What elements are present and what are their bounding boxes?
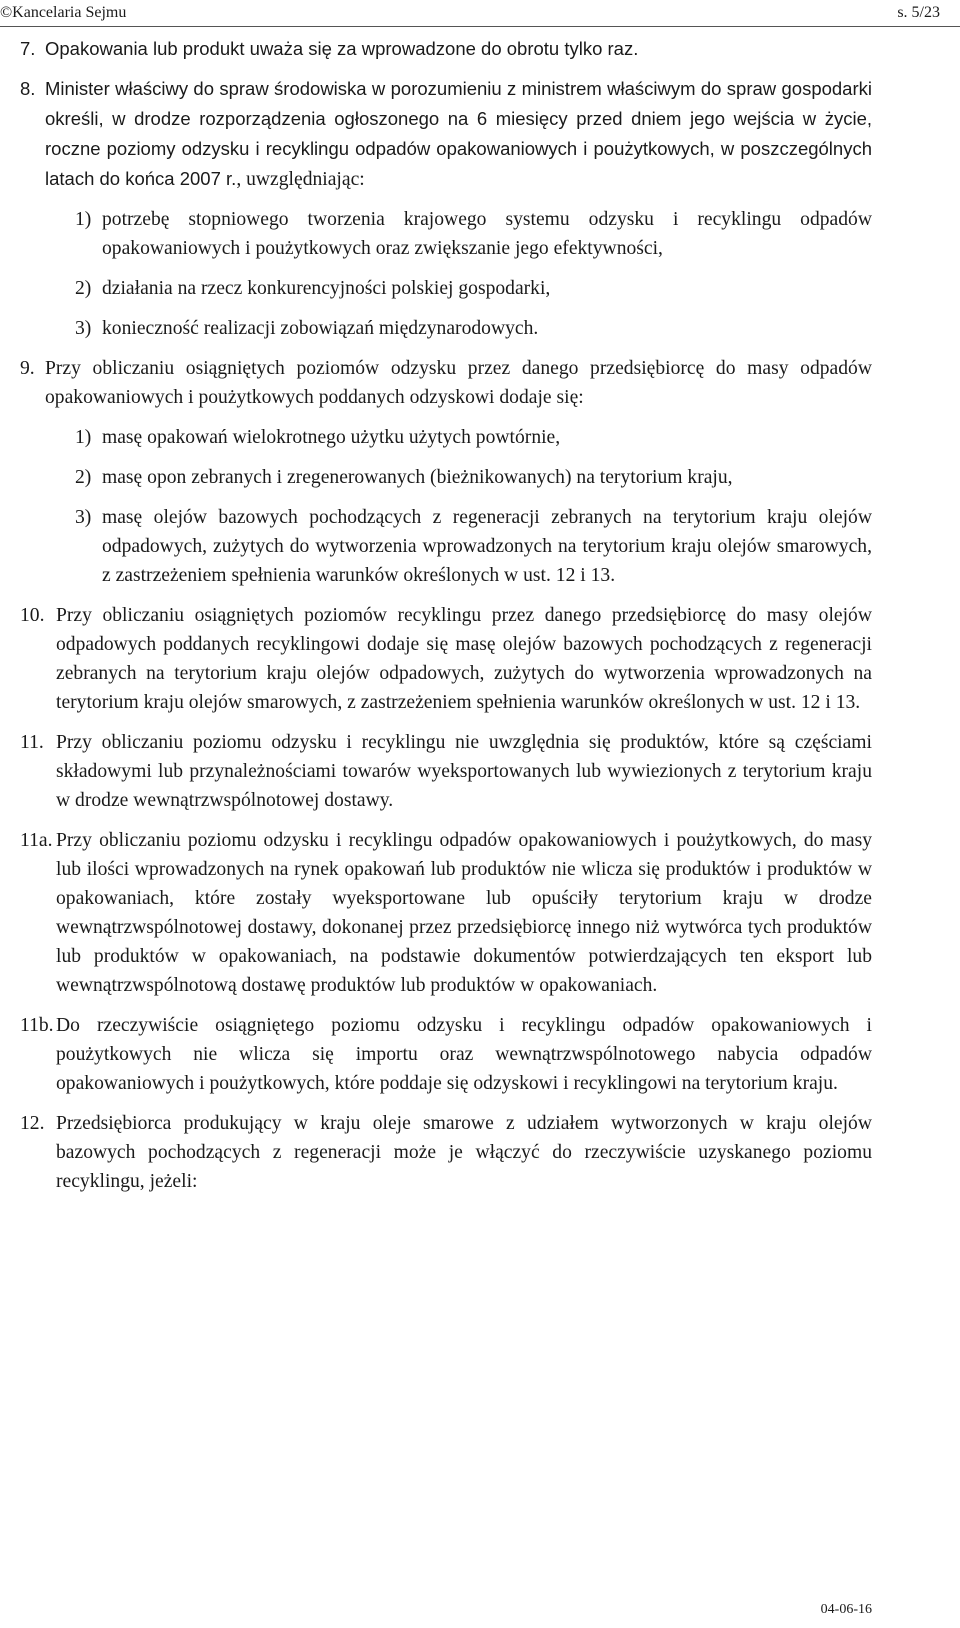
paragraph-number: 7. [20,38,36,59]
paragraph-11a [20,826,872,1000]
header-source: ©Kancelaria Sejmu [0,4,127,21]
paragraph-8 [20,74,872,194]
list-item-number: 1) [75,209,92,230]
footer-date: 04-06-16 [820,1602,872,1617]
paragraph-7 [20,34,872,63]
list-item [75,205,872,263]
header-page-number: s. 5/23 [897,4,940,21]
paragraph-9 [20,354,872,412]
list-item-text: masę olejów bazowych pochodzących z regeneracji zebranych na terytorium kraju olejów odpadowych, zużytych do wytworzenia wprowadzonych na terytorium kraju olejów smarowych, z zastrzeżeniem spełnienia warunków określonych w ust. 12 i 13. [102,507,872,586]
list-item-number: 2) [75,467,92,488]
list-item [75,274,872,303]
document-body [20,34,872,1196]
list-item [75,314,872,343]
paragraph-text: Przy obliczaniu poziomu odzysku i recyklingu nie uwzględnia się produktów, które są częściami składowymi lub przynależnościami towarów wyeksportowanych lub wywiezionych z terytorium kraju w drodze wewnątrzwspólnotowej dostawy. [56,732,872,811]
paragraph-text: Opakowania lub produkt uważa się za wprowadzone do obrotu tylko raz. [45,38,639,59]
paragraph-number: 11a. [20,830,53,851]
paragraph-number: 8. [20,78,36,99]
paragraph-text: Minister właściwy do spraw środowiska w porozumieniu z ministrem właściwym do spraw gospodarki określi, w drodze rozporządzenia ogłoszonego na 6 miesięcy przed dniem jego wejścia w życie, roczne poziomy odzysku i recyklingu odpadów opakowaniowych i poużytkowych, w poszczególnych latach do końca 2007 r. [45,78,872,189]
list-item-number: 2) [75,278,92,299]
paragraph-12 [20,1109,872,1196]
list-item [75,463,872,492]
list-item-text: masę opon zebranych i zregenerowanych (bieżnikowanych) na terytorium kraju, [102,467,733,488]
paragraph-11b [20,1011,872,1098]
paragraph-10 [20,601,872,717]
paragraph-11 [20,728,872,815]
page-header [0,4,960,27]
list-item-number: 3) [75,507,92,528]
list-item-text: konieczność realizacji zobowiązań międzynarodowych. [102,318,539,339]
paragraph-number: 10. [20,605,45,626]
list-item-number: 1) [75,427,92,448]
list-item-text: potrzebę stopniowego tworzenia krajowego systemu odzysku i recyklingu odpadów opakowaniowych i poużytkowych oraz zwiększanie jego efektywności, [102,209,872,259]
paragraph-text: Przedsiębiorca produkujący w kraju oleje smarowe z udziałem wytworzonych w kraju olejów bazowych pochodzących z regeneracji może je włączyć do rzeczywiście uzyskanego poziomu recyklingu, jeżeli: [56,1113,872,1192]
list-item [75,503,872,590]
list-item [75,423,872,452]
paragraph-text: Przy obliczaniu osiągniętych poziomów recyklingu przez danego przedsiębiorcę do masy olejów odpadowych poddanych recyklingowi dodaje się masę olejów bazowych pochodzących z regeneracji zebranych na terytorium kraju olejów odpadowych, zużytych do wytworzenia wprowadzonych na terytorium kraju olejów smarowych, z zastrzeżeniem spełnienia warunków określonych w ust. 12 i 13. [56,605,872,713]
paragraph-number: 12. [20,1113,45,1134]
paragraph-number: 11b. [20,1015,54,1036]
list-item-number: 3) [75,318,92,339]
paragraph-text-tail: , uwzględniając: [236,169,365,190]
paragraph-text: Przy obliczaniu poziomu odzysku i recyklingu odpadów opakowaniowych i poużytkowych, do masy lub ilości wprowadzonych na rynek opakowań lub produktów nie wlicza się produktów i produktów w opakowaniach, które zostały wyeksportowane lub opuściły terytorium kraju w drodze wewnątrzwspólnotowej dostawy, dokonanej przez przedsiębiorcę innego niż wytwórca tych produktów lub produktów w opakowaniach, na podstawie dokumentów potwierdzających ten eksport lub wewnątrzwspólnotową dostawę produktów lub produktów w opakowaniach. [56,830,872,996]
paragraph-text: Przy obliczaniu osiągniętych poziomów odzysku przez danego przedsiębiorcę do masy odpadów opakowaniowych i poużytkowych poddanych odzyskowi dodaje się: [45,358,872,408]
paragraph-number: 9. [20,358,35,379]
list-item-text: działania na rzecz konkurencyjności polskiej gospodarki, [102,278,551,299]
paragraph-text: Do rzeczywiście osiągniętego poziomu odzysku i recyklingu odpadów opakowaniowych i poużytkowych nie wlicza się importu oraz wewnątrzwspólnotowego nabycia odpadów opakowaniowych i poużytkowych, które poddaje się odzyskowi i recyklingowi na terytorium kraju. [56,1015,872,1094]
paragraph-number: 11. [20,732,44,753]
list-item-text: masę opakowań wielokrotnego użytku użytych powtórnie, [102,427,561,448]
